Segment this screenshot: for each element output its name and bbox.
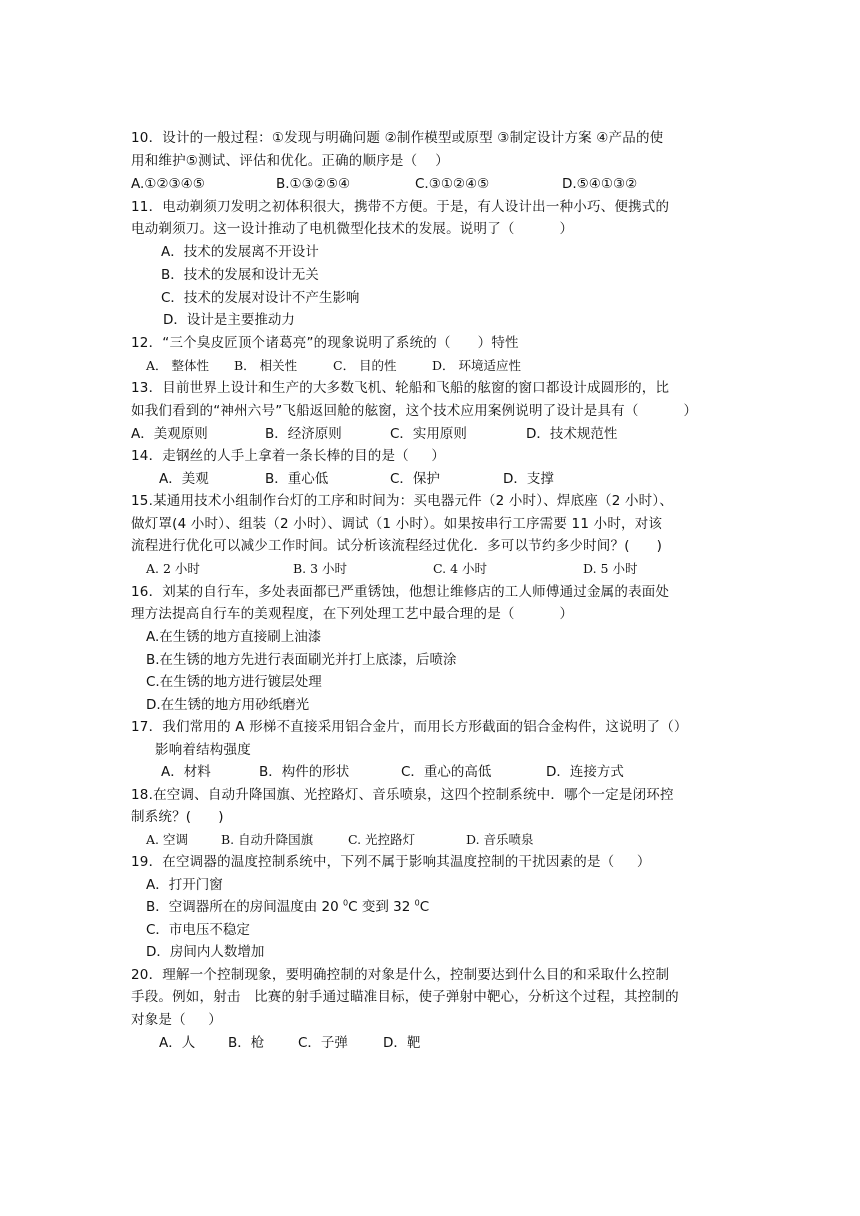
q19-option-d: D．房间内人数增加 [146, 944, 265, 960]
q14-option-c: C．保护 [390, 471, 440, 487]
q12-option-a: A． 整体性 [146, 358, 210, 373]
q17-stem-line2: 影响着结构强度 [155, 742, 251, 758]
q12-option-d: D． 环境适应性 [432, 358, 521, 373]
q20-option-d: D．靶 [383, 1035, 421, 1051]
q12-stem: 12．“三个臭皮匠顶个诸葛亮”的现象说明了系统的（ ）特性 [131, 335, 519, 351]
q13-option-b: B．经济原则 [265, 426, 342, 442]
q20-stem-line3: 对象是（ ） [131, 1012, 222, 1028]
q18-stem-line2: 制系统？( ) [131, 809, 224, 825]
q16-stem-line2: 理方法提高自行车的美观程度，在下列处理工艺中最合理的是（ ） [131, 606, 574, 622]
q14-option-a: A．美观 [159, 471, 209, 487]
q17-option-c: C．重心的高低 [401, 764, 492, 780]
q16-option-d: D.在生锈的地方用砂纸磨光 [146, 697, 310, 713]
q11-option-c: C．技术的发展对设计不产生影响 [161, 290, 360, 306]
q15-option-a: A. 2 小时 [146, 561, 200, 576]
q19-option-c: C．市电压不稳定 [146, 922, 250, 938]
q13-option-c: C．实用原则 [390, 426, 467, 442]
q10-stem-line1: 10．设计的一般过程：①发现与明确问题 ②制作模型或原型 ③制定设计方案 ④产品的使 [131, 130, 664, 146]
q20-option-b: B．枪 [228, 1035, 265, 1051]
q18-option-d: D. 音乐喷泉 [466, 832, 534, 847]
q20-stem-line2: 手段。例如，射击 比赛的射手通过瞄准目标，使子弹射中靶心，分析这个过程，其控制的 [131, 989, 679, 1005]
q17-option-d: D．连接方式 [546, 764, 624, 780]
q17-stem-line1: 17．我们常用的 A 形梯不直接采用铝合金片，而用长方形截面的铝合金构件，这说明了（） [131, 719, 688, 735]
q12-option-c: C． 目的性 [333, 358, 397, 373]
q18-option-c: C. 光控路灯 [348, 832, 416, 847]
q11-option-a: A．技术的发展离不开设计 [161, 244, 319, 260]
q11-stem-line1: 11．电动剃须刀发明之初体积很大，携带不方便。于是，有人设计出一种小巧、便携式的 [131, 199, 670, 215]
q14-option-d: D．支撑 [503, 471, 554, 487]
q15-option-d: D. 5 小时 [583, 561, 638, 576]
q18-option-b: B. 自动升降国旗 [221, 832, 314, 847]
q10-stem-line2: 用和维护⑤测试、评估和优化。正确的顺序是（ ） [131, 153, 449, 169]
q20-option-a: A．人 [159, 1035, 196, 1051]
q11-option-b: B．技术的发展和设计无关 [161, 267, 319, 283]
degree-superscript: 0 [343, 898, 349, 908]
q15-option-c: C. 4 小时 [433, 561, 487, 576]
q12-option-b: B． 相关性 [234, 358, 298, 373]
q17-option-a: A．材料 [161, 764, 211, 780]
q10-option-a: A.①②③④⑤ [131, 176, 205, 192]
q19-option-a: A．打开门窗 [146, 877, 223, 893]
q20-stem-line1: 20．理解一个控制现象，要明确控制的对象是什么，控制要达到什么目的和采取什么控制 [131, 967, 670, 983]
q13-stem-line2: 如我们看到的“神州六号”飞船返回舱的舷窗，这个技术应用案例说明了设计是具有（ ） [131, 403, 698, 419]
q19-stem: 19．在空调器的温度控制系统中，下列不属于影响其温度控制的干扰因素的是（ ） [131, 854, 651, 870]
q18-option-a: A. 空调 [146, 832, 188, 847]
degree-superscript: 0 [414, 898, 420, 908]
q18-stem-line1: 18.在空调、自动升降国旗、光控路灯、音乐喷泉，这四个控制系统中．哪个一定是闭环控 [131, 787, 674, 803]
q10-option-b: B.①③②⑤④ [276, 176, 351, 192]
q13-option-d: D．技术规范性 [526, 426, 618, 442]
q11-stem-line2: 电动剃须刀。这一设计推动了电机微型化技术的发展。说明了（ ） [131, 221, 574, 237]
q13-stem-line1: 13．目前世界上设计和生产的大多数飞机、轮船和飞船的舷窗的窗口都设计成圆形的，比 [131, 380, 670, 396]
q13-option-a: A．美观原则 [131, 426, 208, 442]
q16-option-b: B.在生锈的地方先进行表面刷光并打上底漆，后喷涂 [146, 652, 457, 668]
q11-option-d: D．设计是主要推动力 [163, 312, 295, 328]
q16-stem-line1: 16．刘某的自行车，多处表面都已严重锈蚀，他想让维修店的工人师傅通过金属的表面处 [131, 584, 670, 600]
q15-stem-line3: 流程进行优化可以减少工作时间。试分析该流程经过优化．多可以节约多少时间？( ) [131, 538, 663, 554]
q16-option-c: C.在生锈的地方进行镀层处理 [146, 674, 322, 690]
q15-stem-line1: 15.某通用技术小组制作台灯的工序和时间为：买电器元件（2 小时）、焊底座（2 小时）、 [131, 493, 674, 509]
q15-option-b: B. 3 小时 [293, 561, 348, 576]
q20-option-c: C．子弹 [298, 1035, 348, 1051]
q15-stem-line2: 做灯罩(4 小时）、组装（2 小时）、调试（1 小时）。如果按串行工序需要 11 小时，对该 [131, 516, 663, 532]
q17-option-b: B．构件的形状 [259, 764, 350, 780]
q10-option-c: C.③①②④⑤ [415, 176, 490, 192]
q16-option-a: A.在生锈的地方直接刷上油漆 [146, 629, 322, 645]
q10-option-d: D.⑤④①③② [562, 176, 638, 192]
q14-stem: 14．走钢丝的人手上拿着一条长棒的目的是（ ） [131, 448, 446, 464]
q14-option-b: B．重心低 [265, 471, 329, 487]
q19-option-b: B．空调器所在的房间温度由 20 $^0$C 变到 32 $^0$C [146, 898, 430, 915]
